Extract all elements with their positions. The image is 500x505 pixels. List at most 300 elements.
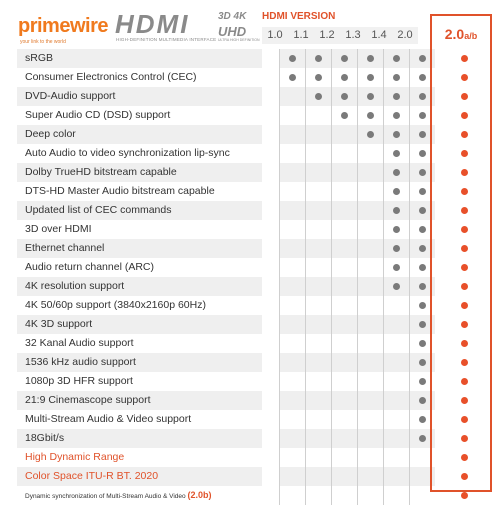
support-cell [357, 201, 383, 220]
supported-dot-icon [393, 226, 400, 233]
support-cell [331, 68, 357, 87]
support-cell [331, 220, 357, 239]
table-row [17, 87, 492, 106]
supported-dot-icon [367, 55, 374, 62]
feature-label [17, 106, 262, 125]
table-row [17, 163, 492, 182]
supported-dot-icon [461, 169, 468, 176]
support-cell [435, 125, 497, 144]
latest-version-main: 2.0 [444, 26, 465, 42]
support-cell [435, 410, 497, 429]
support-cell [435, 258, 497, 277]
support-cell [357, 87, 383, 106]
table-row [17, 391, 492, 410]
feature-label [17, 353, 262, 372]
feature-label [17, 467, 262, 486]
table-row [17, 201, 492, 220]
feature-label [17, 87, 262, 106]
support-cell [435, 182, 497, 201]
support-cell [357, 239, 383, 258]
support-cell [409, 486, 435, 505]
support-cell [383, 486, 409, 505]
support-cell [305, 486, 331, 505]
support-cell [383, 372, 409, 391]
feature-label-text: Super Audio CD (DSD) support [25, 109, 171, 121]
table-row [17, 182, 492, 201]
support-cell [279, 163, 305, 182]
support-cell [435, 220, 497, 239]
support-cell [383, 163, 409, 182]
feature-label-text: DVD-Audio support [25, 90, 116, 102]
feature-label-text: 21:9 Cinemascope support [25, 394, 151, 406]
support-cell [279, 296, 305, 315]
table-row [17, 220, 492, 239]
support-cell [357, 296, 383, 315]
feature-label [17, 296, 262, 315]
support-cell [279, 334, 305, 353]
supported-dot-icon [419, 397, 426, 404]
supported-dot-icon [315, 55, 322, 62]
supported-dot-icon [419, 435, 426, 442]
feature-label [17, 163, 262, 182]
supported-dot-icon [461, 378, 468, 385]
support-cell [409, 448, 435, 467]
supported-dot-icon [289, 55, 296, 62]
support-cell [279, 239, 305, 258]
supported-dot-icon [461, 226, 468, 233]
feature-label-text: High Dynamic Range [25, 451, 125, 463]
supported-dot-icon [461, 283, 468, 290]
support-cell [435, 391, 497, 410]
support-cell [383, 87, 409, 106]
support-cell [279, 144, 305, 163]
feature-label-text: sRGB [25, 52, 54, 64]
version-header-latest [430, 20, 492, 48]
supported-dot-icon [461, 340, 468, 347]
support-cell [409, 220, 435, 239]
supported-dot-icon [419, 416, 426, 423]
table-row [17, 49, 492, 68]
feature-label [17, 220, 262, 239]
supported-dot-icon [393, 188, 400, 195]
support-cell [435, 87, 497, 106]
support-cell [279, 353, 305, 372]
support-cell [357, 258, 383, 277]
feature-label [17, 239, 262, 258]
support-cell [383, 49, 409, 68]
uhd-badge-subtitle: ULTRA HIGH DEFINITION [218, 38, 260, 42]
support-cell [279, 125, 305, 144]
support-cell [357, 315, 383, 334]
support-cell [409, 410, 435, 429]
table-row [17, 486, 492, 505]
support-cell [357, 372, 383, 391]
support-cell [435, 315, 497, 334]
support-cell [409, 296, 435, 315]
supported-dot-icon [419, 321, 426, 328]
support-cell [279, 201, 305, 220]
support-cell [357, 125, 383, 144]
support-cell [357, 467, 383, 486]
feature-label-suffix: (2.0b) [187, 490, 212, 500]
support-cell [357, 334, 383, 353]
feature-label-text: 32 Kanal Audio support [25, 337, 134, 349]
support-cell [435, 49, 497, 68]
support-cell [409, 106, 435, 125]
support-cell [409, 334, 435, 353]
feature-label-text: Dynamic synchronization of Multi-Stream Audio & Video [25, 493, 186, 500]
support-cell [331, 334, 357, 353]
supported-dot-icon [461, 207, 468, 214]
support-cell [279, 87, 305, 106]
supported-dot-icon [419, 378, 426, 385]
support-cell [305, 277, 331, 296]
support-cell [357, 144, 383, 163]
support-cell [383, 315, 409, 334]
support-cell [331, 296, 357, 315]
supported-dot-icon [461, 321, 468, 328]
supported-dot-icon [461, 112, 468, 119]
feature-label [17, 315, 262, 334]
feature-label [17, 429, 262, 448]
feature-label [17, 334, 262, 353]
support-cell [331, 87, 357, 106]
feature-label-text: Multi-Stream Audio & Video support [25, 413, 192, 425]
support-cell [279, 391, 305, 410]
support-cell [331, 239, 357, 258]
supported-dot-icon [393, 55, 400, 62]
hdmi-logo: HDMI [115, 9, 190, 39]
supported-dot-icon [461, 188, 468, 195]
supported-dot-icon [393, 207, 400, 214]
support-cell [435, 486, 497, 505]
feature-label [17, 410, 262, 429]
support-cell [383, 220, 409, 239]
supported-dot-icon [419, 340, 426, 347]
support-cell [383, 391, 409, 410]
feature-label [17, 391, 262, 410]
supported-dot-icon [461, 74, 468, 81]
supported-dot-icon [419, 359, 426, 366]
feature-label [17, 372, 262, 391]
support-cell [279, 49, 305, 68]
support-cell [357, 486, 383, 505]
feature-label [17, 125, 262, 144]
support-cell [331, 277, 357, 296]
support-cell [331, 258, 357, 277]
feature-label [17, 448, 262, 467]
feature-label-text: Auto Audio to video synchronization lip-sync [25, 147, 230, 159]
table-row [17, 429, 492, 448]
supported-dot-icon [419, 207, 426, 214]
support-cell [435, 296, 497, 315]
supported-dot-icon [419, 112, 426, 119]
feature-label-text: DTS-HD Master Audio bitstream capable [25, 185, 215, 197]
feature-label-text: Audio return channel (ARC) [25, 261, 154, 273]
support-cell [305, 372, 331, 391]
support-cell [383, 68, 409, 87]
support-cell [331, 125, 357, 144]
supported-dot-icon [393, 112, 400, 119]
table-row [17, 277, 492, 296]
version-header-1-2: 1.2 [314, 27, 340, 44]
table-row [17, 258, 492, 277]
support-cell [305, 353, 331, 372]
support-cell [331, 106, 357, 125]
support-cell [331, 144, 357, 163]
support-cell [383, 125, 409, 144]
support-cell [357, 353, 383, 372]
support-cell [331, 182, 357, 201]
supported-dot-icon [461, 150, 468, 157]
supported-dot-icon [461, 397, 468, 404]
support-cell [409, 467, 435, 486]
feature-label [17, 144, 262, 163]
hdmi-logo-subtitle: HIGH-DEFINITION MULTIMEDIA INTERFACE [116, 37, 217, 42]
supported-dot-icon [419, 245, 426, 252]
supported-dot-icon [341, 55, 348, 62]
support-cell [279, 182, 305, 201]
support-cell [435, 277, 497, 296]
supported-dot-icon [419, 226, 426, 233]
supported-dot-icon [461, 264, 468, 271]
supported-dot-icon [419, 93, 426, 100]
support-cell [331, 391, 357, 410]
feature-label-text: 4K resolution support [25, 280, 125, 292]
supported-dot-icon [315, 93, 322, 100]
support-cell [383, 296, 409, 315]
support-cell [279, 429, 305, 448]
supported-dot-icon [461, 416, 468, 423]
support-cell [383, 106, 409, 125]
support-cell [305, 258, 331, 277]
support-cell [435, 106, 497, 125]
support-cell [305, 410, 331, 429]
supported-dot-icon [367, 112, 374, 119]
feature-label-text: Ethernet channel [25, 242, 105, 254]
support-cell [357, 448, 383, 467]
brand-tagline: your link to the world [20, 39, 66, 45]
support-cell [279, 258, 305, 277]
feature-label [17, 68, 262, 87]
support-cell [383, 239, 409, 258]
support-cell [409, 182, 435, 201]
supported-dot-icon [367, 131, 374, 138]
support-cell [305, 49, 331, 68]
feature-label-text: 18Gbit/s [25, 432, 65, 444]
support-cell [279, 106, 305, 125]
support-cell [383, 429, 409, 448]
support-cell [279, 315, 305, 334]
support-cell [305, 239, 331, 258]
support-cell [357, 429, 383, 448]
support-cell [409, 258, 435, 277]
support-cell [279, 467, 305, 486]
version-header-1-1: 1.1 [288, 27, 314, 44]
support-cell [279, 372, 305, 391]
support-cell [435, 372, 497, 391]
feature-label-text: Color Space ITU-R BT. 2020 [25, 470, 159, 482]
support-cell [383, 410, 409, 429]
supported-dot-icon [461, 473, 468, 480]
support-cell [305, 448, 331, 467]
feature-label-text: 1080p 3D HFR support [25, 375, 133, 387]
feature-label-text: 1536 kHz audio support [25, 356, 136, 368]
support-cell [331, 429, 357, 448]
feature-label-text: 4K 50/60p support (3840x2160p 60Hz) [25, 299, 206, 311]
supported-dot-icon [393, 74, 400, 81]
support-cell [435, 334, 497, 353]
table-row [17, 448, 492, 467]
support-cell [357, 277, 383, 296]
supported-dot-icon [419, 55, 426, 62]
feature-label-text: 4K 3D support [25, 318, 93, 330]
support-cell [305, 87, 331, 106]
brand-name: primewire [18, 15, 108, 37]
support-cell [279, 220, 305, 239]
support-cell [331, 467, 357, 486]
table-row [17, 372, 492, 391]
support-cell [357, 182, 383, 201]
support-cell [383, 201, 409, 220]
supported-dot-icon [393, 169, 400, 176]
table-row [17, 68, 492, 87]
support-cell [331, 486, 357, 505]
support-cell [383, 467, 409, 486]
support-cell [279, 448, 305, 467]
support-cell [357, 68, 383, 87]
supported-dot-icon [461, 302, 468, 309]
support-cell [305, 106, 331, 125]
feature-label [17, 49, 262, 68]
supported-dot-icon [393, 283, 400, 290]
support-cell [305, 182, 331, 201]
version-header-1-0: 1.0 [262, 27, 288, 44]
support-cell [383, 277, 409, 296]
supported-dot-icon [419, 150, 426, 157]
support-cell [331, 49, 357, 68]
support-cell [279, 410, 305, 429]
table-row [17, 410, 492, 429]
table-row [17, 467, 492, 486]
support-cell [357, 220, 383, 239]
supported-dot-icon [419, 74, 426, 81]
supported-dot-icon [461, 435, 468, 442]
feature-label [17, 201, 262, 220]
support-cell [409, 353, 435, 372]
support-cell [409, 87, 435, 106]
support-cell [409, 277, 435, 296]
support-cell [409, 372, 435, 391]
support-cell [279, 68, 305, 87]
support-cell [305, 334, 331, 353]
supported-dot-icon [461, 454, 468, 461]
support-cell [409, 315, 435, 334]
support-cell [331, 448, 357, 467]
supported-dot-icon [419, 188, 426, 195]
support-cell [279, 277, 305, 296]
support-cell [409, 239, 435, 258]
supported-dot-icon [419, 169, 426, 176]
support-cell [357, 49, 383, 68]
feature-label-text: Updated list of CEC commands [25, 204, 172, 216]
support-cell [435, 201, 497, 220]
support-cell [383, 448, 409, 467]
supported-dot-icon [393, 93, 400, 100]
supported-dot-icon [461, 55, 468, 62]
version-header-1-4: 1.4 [366, 27, 392, 44]
feature-label [17, 277, 262, 296]
support-cell [435, 353, 497, 372]
support-cell [305, 68, 331, 87]
support-cell [409, 144, 435, 163]
support-cell [409, 49, 435, 68]
supported-dot-icon [461, 492, 468, 499]
support-cell [409, 429, 435, 448]
support-cell [409, 201, 435, 220]
support-cell [409, 163, 435, 182]
support-cell [409, 125, 435, 144]
version-header-1-3: 1.3 [340, 27, 366, 44]
table-row [17, 353, 492, 372]
support-cell [305, 125, 331, 144]
table-row [17, 144, 492, 163]
table-row [17, 106, 492, 125]
support-cell [383, 334, 409, 353]
support-cell [435, 467, 497, 486]
supported-dot-icon [461, 359, 468, 366]
support-cell [357, 106, 383, 125]
supported-dot-icon [393, 245, 400, 252]
table-row [17, 239, 492, 258]
uhd-badge: UHD [218, 24, 247, 39]
table-row [17, 334, 492, 353]
support-cell [305, 391, 331, 410]
support-cell [331, 353, 357, 372]
support-cell [383, 353, 409, 372]
feature-label-text: 3D over HDMI [25, 223, 92, 235]
support-cell [305, 201, 331, 220]
support-cell [357, 410, 383, 429]
supported-dot-icon [461, 131, 468, 138]
support-cell [279, 486, 305, 505]
support-cell [383, 182, 409, 201]
supported-dot-icon [367, 93, 374, 100]
support-cell [305, 220, 331, 239]
support-cell [383, 258, 409, 277]
supported-dot-icon [367, 74, 374, 81]
supported-dot-icon [419, 283, 426, 290]
support-cell [435, 429, 497, 448]
support-cell [305, 467, 331, 486]
support-cell [435, 163, 497, 182]
supported-dot-icon [461, 93, 468, 100]
support-cell [435, 68, 497, 87]
support-cell [305, 315, 331, 334]
support-cell [331, 372, 357, 391]
table-row [17, 296, 492, 315]
version-title: HDMI VERSION [262, 11, 336, 22]
supported-dot-icon [341, 74, 348, 81]
table-row [17, 125, 492, 144]
support-cell [383, 144, 409, 163]
support-cell [305, 429, 331, 448]
support-cell [305, 296, 331, 315]
supported-dot-icon [419, 302, 426, 309]
support-cell [409, 68, 435, 87]
supported-dot-icon [341, 112, 348, 119]
support-cell [305, 163, 331, 182]
